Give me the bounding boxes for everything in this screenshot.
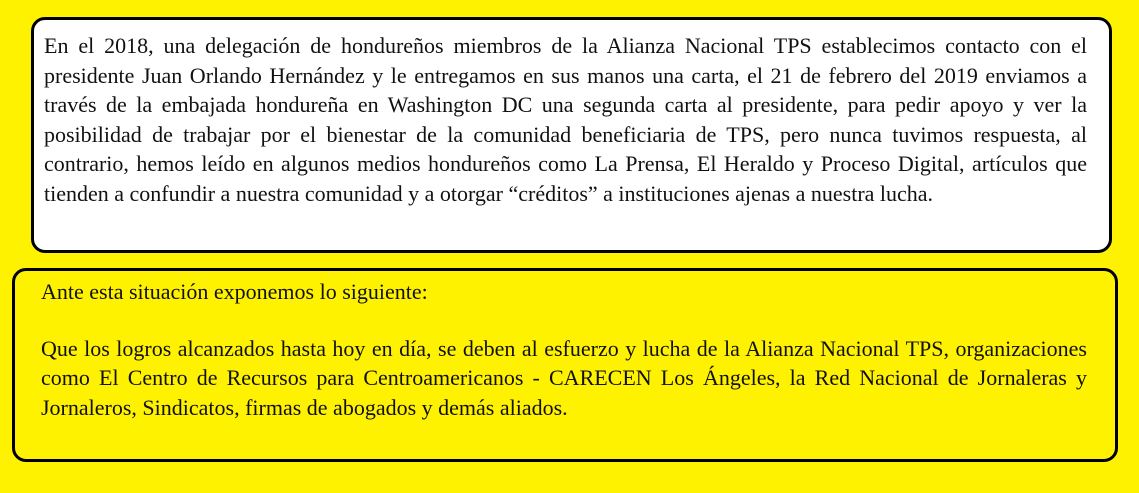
statement-paragraph: Que los logros alcanzados hasta hoy en día, se deben al esfuerzo y lucha de la Alianza Nacional TPS, organizaciones como El Centro de Recursos para Centroamericanos - CARECEN Los Ángeles, la Red Nacional de Jornaleras y Jornaleros, Sindicatos, firmas de abogados y demás aliados. xyxy=(41,335,1087,420)
letter-paragraph: En el 2018, una delegación de hondureños miembros de la Alianza Nacional TPS establecimos contacto con el presidente Juan Orlando Hernández y le entregamos en sus manos una carta, el 21 de febrero del 2019 enviamos a través de la embajada hondureña en Washington DC una segunda carta al presidente, para pedir apoyo y ver la posibilidad de trabajar por el bienestar de la comunidad beneficiaria de TPS, pero nunca tuvimos respuesta, al contrario, hemos leído en algunos medios hondureños como La Prensa, El Heraldo y Proceso Digital, artículos que tienden a confundir a nuestra comunidad y a otorgar “créditos” a instituciones ajenas a nuestra lucha. xyxy=(44,33,1087,206)
statement-heading: Ante esta situación exponemos lo siguiente: xyxy=(41,279,428,304)
statement-box xyxy=(12,268,1118,462)
letter-paragraph-box xyxy=(31,17,1112,253)
